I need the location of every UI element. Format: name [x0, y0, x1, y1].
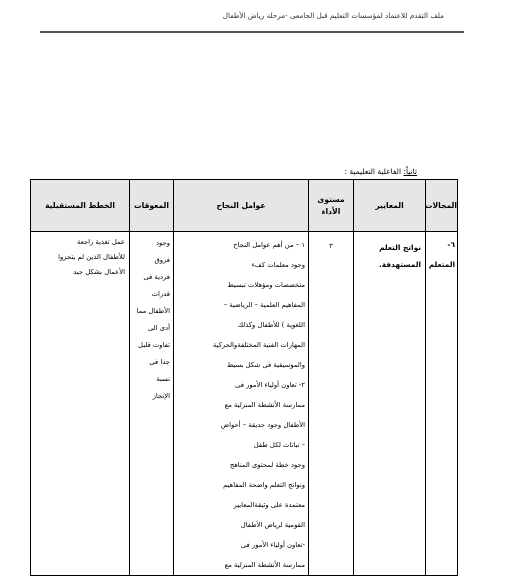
success-line: المفاهيم العلمية – الرياضية – [223, 301, 305, 309]
success-factors [174, 235, 308, 575]
success-line: ممارسة الأنشطة المنزلية مع [224, 401, 305, 409]
obstacle-line: فروق [154, 256, 170, 264]
success-line: والموسيقية فى شكل بسيط [226, 361, 305, 369]
success-line: -تعاون أولياء الأمور فى [240, 541, 305, 549]
obstacle-line: نسبة [156, 375, 170, 383]
header-divider [40, 31, 464, 33]
criteria-text: نواتج التعلم المستهدفة. [378, 243, 421, 269]
obstacle-line: تفاوت قليل [138, 341, 170, 349]
future-plans [31, 235, 129, 280]
level-value: ٣ [329, 242, 333, 250]
plan-line: للأطفال الذين لم يتجزوا [58, 253, 125, 261]
evaluation-table [30, 179, 458, 576]
success-line: ونواتج التعلم واضحة المفاهيم [223, 481, 305, 489]
section-title [344, 167, 417, 176]
obstacle-line: جدا فى [149, 358, 170, 366]
cell-level [309, 232, 354, 576]
obstacle-line: أدى الى [147, 324, 170, 332]
cell-domain [426, 232, 458, 576]
header-success: عوامل النجاح [174, 180, 309, 232]
section-number: ثانياً: [403, 167, 417, 176]
success-line: الأطفال وجود حديقة – أحواض [220, 421, 305, 429]
section-heading: الفاعلية التعليمية : [344, 167, 402, 176]
success-line: متخصصات ومؤهلات تبسيط [227, 281, 305, 289]
cell-criteria [354, 232, 426, 576]
header-domains: المجالات [426, 180, 458, 232]
success-line: – نباتات لكل طفل [253, 441, 305, 449]
plan-line: عمل تغذية راجعة [76, 238, 125, 246]
success-line: ١ – من أهم عوامل النجاح [233, 241, 305, 249]
header-plans: الخطط المستقبلية [31, 180, 130, 232]
header-criteria: المعايير [354, 180, 426, 232]
header-level: مستوى الأداء [309, 180, 354, 232]
success-line: معتمدة على وثيقةالمعايير [233, 501, 305, 509]
document-header: ملف التقدم للاعتماد لمؤسسات التعليم قبل الجامعى -مرحلة رياض الأطفال [222, 11, 444, 20]
domain-text: ٦- المتعلم [428, 240, 455, 269]
cell-obstacles [130, 232, 174, 576]
obstacles-text [130, 235, 173, 405]
table-header-row [31, 180, 458, 232]
success-line: ٢- تعاون أولياء الأمور فى [235, 381, 305, 389]
obstacle-line: فردية فى [143, 273, 170, 281]
obstacle-line: الإنجاز [152, 392, 170, 400]
header-obstacles: المعوقات [130, 180, 174, 232]
success-line: وجود خطة لمحتوى المناهج [229, 461, 305, 469]
success-line: اللغوية ) للأطفال وكذلك [237, 321, 305, 329]
success-line: وجود معلمات كفء [251, 261, 305, 269]
plan-line: الأعمال بشكل جيد [73, 268, 125, 276]
success-line: ممارسة الأنشطة المنزلية مع [224, 561, 305, 569]
success-line: المهارات الفنية المختلفةوالحركية [212, 341, 305, 349]
cell-plans [31, 232, 130, 576]
obstacle-line: قدرات [151, 290, 170, 298]
cell-success [174, 232, 309, 576]
obstacle-line: الأطفال مما [136, 307, 170, 315]
obstacle-line: وجود [155, 239, 170, 247]
success-line: القومية لرياض الأطفال [240, 521, 305, 529]
table-row [31, 232, 458, 576]
